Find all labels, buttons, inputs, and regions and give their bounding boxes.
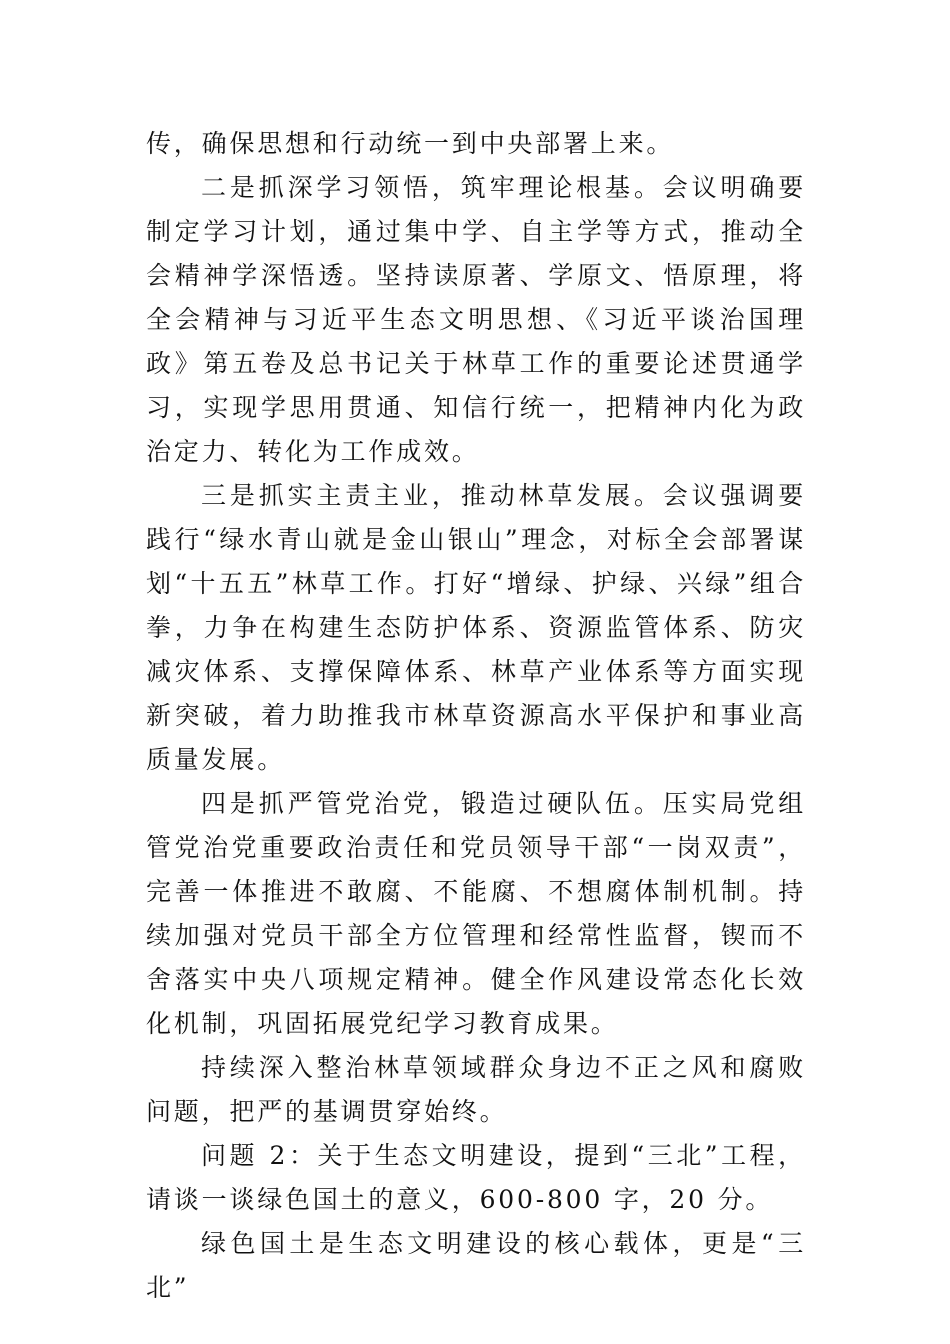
paragraph-question-two: 问题 2：关于生态文明建设，提到“三北”工程，请谈一谈绿色国土的意义，600-800 字，20 分。 <box>146 1141 806 1214</box>
paragraph-point-four: 四是抓严管党治党，锻造过硬队伍。压实局党组管党治党重要政治责任和党员领导干部“一岗双责”，完善一体推进不敢腐、不能腐、不想腐体制机制。持续加强对党员干部全方位管理和经常性监督，锲而不舍落实中央八项规定精神。健全作风建设常态化长效化机制，巩固拓展党纪学习教育成果。 <box>146 789 806 1038</box>
paragraph-continuation: 传，确保思想和行动统一到中央部署上来。 <box>146 129 675 158</box>
document-body <box>146 122 806 1310</box>
paragraph-point-three: 三是抓实主责主业，推动林草发展。会议强调要践行“绿水青山就是金山银山”理念，对标全会部署谋划“十五五”林草工作。打好“增绿、护绿、兴绿”组合拳，力争在构建生态防护体系、资源监管体系、防灾减灾体系、支撑保障体系、林草产业体系等方面实现新突破，着力助推我市林草资源高水平保护和事业高质量发展。 <box>146 481 806 774</box>
paragraph-answer-start: 绿色国土是生态文明建设的核心载体，更是“三北” <box>146 1229 806 1302</box>
paragraph-rectification: 持续深入整治林草领域群众身边不正之风和腐败问题，把严的基调贯穿始终。 <box>146 1053 806 1126</box>
paragraph-point-two: 二是抓深学习领悟，筑牢理论根基。会议明确要制定学习计划，通过集中学、自主学等方式，推动全会精神学深悟透。坚持读原著、学原文、悟原理，将全会精神与习近平生态文明思想、《习近平谈治国理政》第五卷及总书记关于林草工作的重要论述贯通学习，实现学思用贯通、知信行统一，把精神内化为政治定力、转化为工作成效。 <box>146 173 806 466</box>
